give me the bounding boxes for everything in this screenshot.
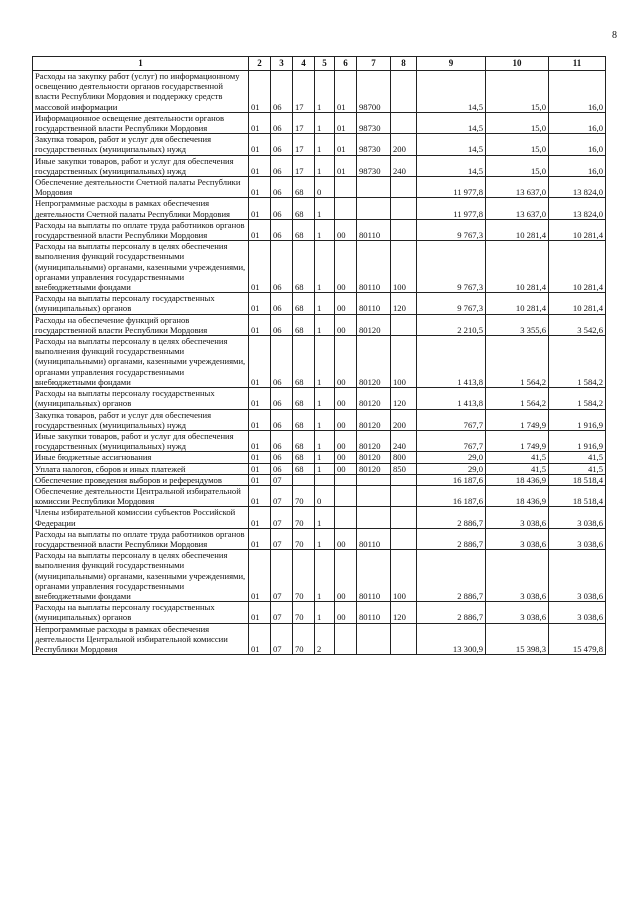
code-cell: 1	[315, 550, 335, 602]
code-cell: 70	[293, 507, 315, 528]
code-cell: 01	[249, 550, 271, 602]
code-cell: 01	[249, 219, 271, 240]
amount-cell: 1 749,9	[486, 430, 549, 451]
code-cell: 80110	[357, 602, 391, 623]
amount-cell: 3 038,6	[486, 602, 549, 623]
code-cell: 120	[391, 293, 417, 314]
code-cell: 1	[315, 452, 335, 463]
amount-cell: 1 564,2	[486, 336, 549, 388]
table-row	[33, 528, 606, 549]
row-name-cell: Обеспечение деятельности Центральной избирательной комиссии Республики Мордовия	[33, 485, 249, 506]
table-row	[33, 463, 606, 474]
header-cell: 6	[335, 57, 357, 71]
code-cell: 01	[249, 177, 271, 198]
row-name-cell: Иные закупки товаров, работ и услуг для обеспечения государственных (муниципальных) нужд	[33, 430, 249, 451]
code-cell: 80110	[357, 241, 391, 293]
amount-cell: 15 479,8	[549, 623, 606, 655]
code-cell: 01	[335, 71, 357, 113]
amount-cell: 3 038,6	[486, 507, 549, 528]
amount-cell: 9 767,3	[417, 241, 486, 293]
amount-cell: 1 749,9	[486, 409, 549, 430]
code-cell: 100	[391, 241, 417, 293]
amount-cell: 15,0	[486, 112, 549, 133]
code-cell: 00	[335, 241, 357, 293]
code-cell: 68	[293, 336, 315, 388]
code-cell: 01	[249, 314, 271, 335]
code-cell: 1	[315, 336, 335, 388]
code-cell	[391, 71, 417, 113]
code-cell: 1	[315, 155, 335, 176]
table-row	[33, 177, 606, 198]
code-cell: 00	[335, 550, 357, 602]
code-cell: 68	[293, 177, 315, 198]
table-row	[33, 219, 606, 240]
code-cell: 01	[249, 485, 271, 506]
header-cell: 11	[549, 57, 606, 71]
amount-cell: 1 916,9	[549, 409, 606, 430]
code-cell: 01	[249, 388, 271, 409]
table-row	[33, 550, 606, 602]
code-cell: 70	[293, 602, 315, 623]
code-cell: 1	[315, 112, 335, 133]
row-name-cell: Иные закупки товаров, работ и услуг для обеспечения государственных (муниципальных) нужд	[33, 155, 249, 176]
table-body	[33, 71, 606, 655]
code-cell: 07	[271, 528, 293, 549]
code-cell: 00	[335, 463, 357, 474]
code-cell: 00	[335, 430, 357, 451]
code-cell: 1	[315, 430, 335, 451]
code-cell: 06	[271, 430, 293, 451]
amount-cell: 1 584,2	[549, 336, 606, 388]
amount-cell: 13 824,0	[549, 198, 606, 219]
code-cell: 01	[249, 293, 271, 314]
row-name-cell: Непрограммные расходы в рамках обеспечения деятельности Центральной избирательной комиссии Республики Мордовия	[33, 623, 249, 655]
amount-cell: 2 886,7	[417, 528, 486, 549]
code-cell: 1	[315, 314, 335, 335]
code-cell: 1	[315, 507, 335, 528]
amount-cell: 2 886,7	[417, 602, 486, 623]
code-cell: 00	[335, 336, 357, 388]
row-name-cell: Расходы на закупку работ (услуг) по информационному освещению деятельности органов государственной власти Республики Мордовия и поддержку средств массовой информации	[33, 71, 249, 113]
code-cell	[391, 474, 417, 485]
code-cell: 1	[315, 219, 335, 240]
amount-cell: 10 281,4	[549, 219, 606, 240]
code-cell: 06	[271, 71, 293, 113]
code-cell: 01	[335, 112, 357, 133]
code-cell: 850	[391, 463, 417, 474]
code-cell: 1	[315, 602, 335, 623]
amount-cell: 41,5	[549, 463, 606, 474]
code-cell: 240	[391, 155, 417, 176]
code-cell: 98730	[357, 134, 391, 155]
code-cell	[335, 177, 357, 198]
amount-cell: 10 281,4	[549, 241, 606, 293]
code-cell: 01	[249, 409, 271, 430]
code-cell: 17	[293, 155, 315, 176]
code-cell: 07	[271, 507, 293, 528]
code-cell: 80110	[357, 550, 391, 602]
code-cell: 01	[249, 528, 271, 549]
code-cell: 1	[315, 528, 335, 549]
amount-cell: 11 977,8	[417, 177, 486, 198]
amount-cell: 41,5	[486, 452, 549, 463]
code-cell	[315, 474, 335, 485]
table-row	[33, 485, 606, 506]
code-cell: 01	[335, 134, 357, 155]
amount-cell: 18 518,4	[549, 485, 606, 506]
row-name-cell: Расходы на выплаты по оплате труда работников органов государственной власти Республики Мордовия	[33, 219, 249, 240]
code-cell: 00	[335, 314, 357, 335]
code-cell: 240	[391, 430, 417, 451]
table-row	[33, 409, 606, 430]
code-cell	[357, 507, 391, 528]
code-cell: 01	[249, 463, 271, 474]
code-cell	[335, 623, 357, 655]
code-cell	[357, 177, 391, 198]
header-cell: 4	[293, 57, 315, 71]
code-cell: 70	[293, 528, 315, 549]
amount-cell: 14,5	[417, 71, 486, 113]
code-cell: 80110	[357, 528, 391, 549]
code-cell: 06	[271, 388, 293, 409]
code-cell: 07	[271, 485, 293, 506]
code-cell: 1	[315, 293, 335, 314]
code-cell: 07	[271, 550, 293, 602]
code-cell: 68	[293, 409, 315, 430]
amount-cell: 18 518,4	[549, 474, 606, 485]
code-cell	[335, 485, 357, 506]
amount-cell: 1 413,8	[417, 336, 486, 388]
code-cell: 07	[271, 602, 293, 623]
table-row	[33, 623, 606, 655]
header-cell: 3	[271, 57, 293, 71]
row-name-cell: Уплата налогов, сборов и иных платежей	[33, 463, 249, 474]
code-cell: 01	[249, 198, 271, 219]
code-cell: 68	[293, 241, 315, 293]
code-cell: 100	[391, 336, 417, 388]
code-cell: 80120	[357, 336, 391, 388]
code-cell: 01	[249, 336, 271, 388]
code-cell: 1	[315, 241, 335, 293]
code-cell: 00	[335, 388, 357, 409]
amount-cell: 1 564,2	[486, 388, 549, 409]
code-cell: 0	[315, 485, 335, 506]
code-cell: 68	[293, 388, 315, 409]
code-cell	[357, 623, 391, 655]
code-cell	[391, 485, 417, 506]
code-cell: 01	[249, 507, 271, 528]
code-cell: 06	[271, 177, 293, 198]
code-cell: 17	[293, 112, 315, 133]
row-name-cell: Иные бюджетные ассигнования	[33, 452, 249, 463]
code-cell: 70	[293, 550, 315, 602]
amount-cell: 9 767,3	[417, 293, 486, 314]
amount-cell: 16 187,6	[417, 485, 486, 506]
amount-cell: 2 886,7	[417, 507, 486, 528]
code-cell	[391, 623, 417, 655]
code-cell: 06	[271, 463, 293, 474]
row-name-cell: Расходы на обеспечение функций органов государственной власти Республики Мордовия	[33, 314, 249, 335]
code-cell: 01	[249, 71, 271, 113]
budget-table	[32, 56, 606, 655]
code-cell	[335, 474, 357, 485]
table-row	[33, 474, 606, 485]
amount-cell: 15 398,3	[486, 623, 549, 655]
table-row	[33, 388, 606, 409]
code-cell: 1	[315, 388, 335, 409]
amount-cell: 18 436,9	[486, 485, 549, 506]
code-cell: 07	[271, 474, 293, 485]
code-cell: 68	[293, 452, 315, 463]
amount-cell: 9 767,3	[417, 219, 486, 240]
header-cell: 8	[391, 57, 417, 71]
row-name-cell: Обеспечение деятельности Счетной палаты Республики Мордовия	[33, 177, 249, 198]
code-cell: 1	[315, 463, 335, 474]
amount-cell: 2 886,7	[417, 550, 486, 602]
code-cell: 200	[391, 409, 417, 430]
amount-cell: 16,0	[549, 155, 606, 176]
row-name-cell: Обеспечение проведения выборов и референдумов	[33, 474, 249, 485]
amount-cell: 3 542,6	[549, 314, 606, 335]
code-cell: 1	[315, 198, 335, 219]
code-cell: 00	[335, 452, 357, 463]
header-cell: 1	[33, 57, 249, 71]
code-cell: 68	[293, 219, 315, 240]
row-name-cell: Расходы на выплаты персоналу в целях обеспечения выполнения функций государственными (муниципальными) органами, казенными учреждениями, органами управления государственными внебюджетными фондами	[33, 550, 249, 602]
code-cell: 200	[391, 134, 417, 155]
code-cell	[357, 198, 391, 219]
code-cell: 80110	[357, 293, 391, 314]
code-cell: 80120	[357, 409, 391, 430]
row-name-cell: Расходы на выплаты персоналу в целях обеспечения выполнения функций государственными (муниципальными) органами, казенными учреждениями, органами управления государственными внебюджетными фондами	[33, 241, 249, 293]
code-cell: 01	[249, 474, 271, 485]
row-name-cell: Расходы на выплаты персоналу государственных (муниципальных) органов	[33, 388, 249, 409]
table-row	[33, 134, 606, 155]
header-cell: 2	[249, 57, 271, 71]
code-cell: 80120	[357, 430, 391, 451]
amount-cell: 3 038,6	[549, 550, 606, 602]
code-cell: 68	[293, 463, 315, 474]
code-cell: 00	[335, 293, 357, 314]
code-cell: 06	[271, 219, 293, 240]
amount-cell: 15,0	[486, 155, 549, 176]
code-cell: 100	[391, 550, 417, 602]
amount-cell: 2 210,5	[417, 314, 486, 335]
header-cell: 7	[357, 57, 391, 71]
code-cell: 70	[293, 485, 315, 506]
code-cell: 01	[249, 623, 271, 655]
amount-cell: 767,7	[417, 430, 486, 451]
amount-cell: 14,5	[417, 134, 486, 155]
code-cell: 07	[271, 623, 293, 655]
header-row	[33, 57, 606, 71]
amount-cell: 10 281,4	[549, 293, 606, 314]
code-cell: 80110	[357, 219, 391, 240]
amount-cell: 10 281,4	[486, 293, 549, 314]
code-cell: 68	[293, 430, 315, 451]
code-cell: 06	[271, 409, 293, 430]
code-cell: 120	[391, 388, 417, 409]
code-cell: 06	[271, 155, 293, 176]
row-name-cell: Расходы на выплаты персоналу государственных (муниципальных) органов	[33, 293, 249, 314]
amount-cell: 16,0	[549, 112, 606, 133]
code-cell: 01	[249, 602, 271, 623]
code-cell	[391, 219, 417, 240]
code-cell: 06	[271, 452, 293, 463]
amount-cell: 14,5	[417, 112, 486, 133]
row-name-cell: Информационное освещение деятельности органов государственной власти Республики Мордовия	[33, 112, 249, 133]
code-cell	[391, 112, 417, 133]
code-cell	[391, 507, 417, 528]
code-cell: 01	[249, 452, 271, 463]
code-cell: 01	[249, 155, 271, 176]
code-cell	[335, 507, 357, 528]
code-cell: 800	[391, 452, 417, 463]
code-cell: 120	[391, 602, 417, 623]
code-cell: 06	[271, 314, 293, 335]
amount-cell: 18 436,9	[486, 474, 549, 485]
code-cell: 2	[315, 623, 335, 655]
row-name-cell: Непрограммные расходы в рамках обеспечения деятельности Счетной палаты Республики Мордовия	[33, 198, 249, 219]
amount-cell: 29,0	[417, 463, 486, 474]
amount-cell: 3 038,6	[549, 602, 606, 623]
amount-cell: 13 637,0	[486, 198, 549, 219]
code-cell	[357, 474, 391, 485]
amount-cell: 11 977,8	[417, 198, 486, 219]
amount-cell: 1 916,9	[549, 430, 606, 451]
code-cell: 17	[293, 71, 315, 113]
amount-cell: 3 038,6	[486, 550, 549, 602]
code-cell	[335, 198, 357, 219]
code-cell: 68	[293, 198, 315, 219]
code-cell	[391, 177, 417, 198]
table-row	[33, 241, 606, 293]
code-cell: 80120	[357, 314, 391, 335]
table-row	[33, 507, 606, 528]
table-row	[33, 293, 606, 314]
code-cell: 80120	[357, 388, 391, 409]
amount-cell: 13 824,0	[549, 177, 606, 198]
code-cell	[293, 474, 315, 485]
code-cell: 0	[315, 177, 335, 198]
row-name-cell: Члены избирательной комиссии субъектов Российской Федерации	[33, 507, 249, 528]
amount-cell: 29,0	[417, 452, 486, 463]
amount-cell: 3 038,6	[486, 528, 549, 549]
code-cell: 06	[271, 241, 293, 293]
amount-cell: 41,5	[549, 452, 606, 463]
header-cell: 10	[486, 57, 549, 71]
amount-cell: 15,0	[486, 71, 549, 113]
code-cell: 1	[315, 71, 335, 113]
code-cell: 01	[249, 430, 271, 451]
amount-cell: 16 187,6	[417, 474, 486, 485]
code-cell: 00	[335, 602, 357, 623]
table-row	[33, 155, 606, 176]
code-cell: 17	[293, 134, 315, 155]
code-cell: 01	[249, 241, 271, 293]
amount-cell: 3 038,6	[549, 507, 606, 528]
amount-cell: 767,7	[417, 409, 486, 430]
page-number: 8	[612, 30, 617, 41]
amount-cell: 13 300,9	[417, 623, 486, 655]
header-cell: 5	[315, 57, 335, 71]
code-cell: 1	[315, 409, 335, 430]
amount-cell: 16,0	[549, 134, 606, 155]
table-row	[33, 336, 606, 388]
code-cell: 06	[271, 198, 293, 219]
code-cell: 80120	[357, 463, 391, 474]
header-cell: 9	[417, 57, 486, 71]
table-row	[33, 112, 606, 133]
amount-cell: 16,0	[549, 71, 606, 113]
code-cell: 06	[271, 112, 293, 133]
code-cell: 06	[271, 293, 293, 314]
code-cell: 00	[335, 409, 357, 430]
code-cell	[391, 198, 417, 219]
amount-cell: 14,5	[417, 155, 486, 176]
code-cell: 68	[293, 293, 315, 314]
code-cell: 00	[335, 528, 357, 549]
table-row	[33, 452, 606, 463]
amount-cell: 15,0	[486, 134, 549, 155]
table-row	[33, 602, 606, 623]
code-cell: 06	[271, 134, 293, 155]
code-cell: 70	[293, 623, 315, 655]
amount-cell: 41,5	[486, 463, 549, 474]
code-cell	[357, 485, 391, 506]
row-name-cell: Расходы на выплаты по оплате труда работников органов государственной власти Республики Мордовия	[33, 528, 249, 549]
table-row	[33, 198, 606, 219]
table-row	[33, 430, 606, 451]
amount-cell: 10 281,4	[486, 241, 549, 293]
amount-cell: 1 584,2	[549, 388, 606, 409]
row-name-cell: Расходы на выплаты персоналу в целях обеспечения выполнения функций государственными (муниципальными) органами, казенными учреждениями, органами управления государственными внебюджетными фондами	[33, 336, 249, 388]
code-cell	[391, 314, 417, 335]
code-cell: 06	[271, 336, 293, 388]
amount-cell: 1 413,8	[417, 388, 486, 409]
code-cell: 98700	[357, 71, 391, 113]
code-cell: 98730	[357, 112, 391, 133]
code-cell: 98730	[357, 155, 391, 176]
table-row	[33, 71, 606, 113]
row-name-cell: Закупка товаров, работ и услуг для обеспечения государственных (муниципальных) нужд	[33, 134, 249, 155]
code-cell: 01	[335, 155, 357, 176]
code-cell: 1	[315, 134, 335, 155]
code-cell: 00	[335, 219, 357, 240]
amount-cell: 3 355,6	[486, 314, 549, 335]
code-cell: 01	[249, 112, 271, 133]
amount-cell: 13 637,0	[486, 177, 549, 198]
code-cell: 80120	[357, 452, 391, 463]
code-cell: 01	[249, 134, 271, 155]
code-cell	[391, 528, 417, 549]
row-name-cell: Расходы на выплаты персоналу государственных (муниципальных) органов	[33, 602, 249, 623]
table-row	[33, 314, 606, 335]
amount-cell: 3 038,6	[549, 528, 606, 549]
row-name-cell: Закупка товаров, работ и услуг для обеспечения государственных (муниципальных) нужд	[33, 409, 249, 430]
code-cell: 68	[293, 314, 315, 335]
amount-cell: 10 281,4	[486, 219, 549, 240]
